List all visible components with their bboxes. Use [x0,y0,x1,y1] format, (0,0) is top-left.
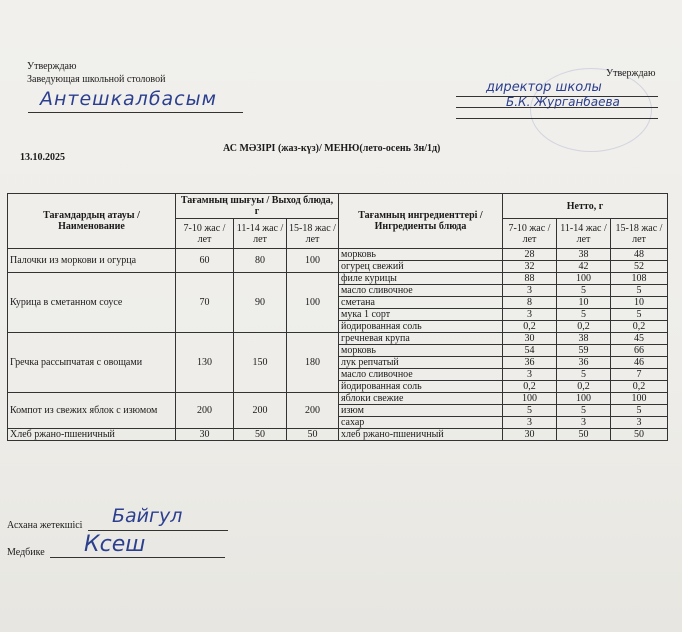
header-output: Тағамның шығуы / Выход блюда, г [176,194,339,219]
dish-output-value: 50 [287,429,339,441]
ingredient-name: морковь [339,249,503,261]
ingredient-netto-value: 54 [503,345,557,357]
ingredient-netto-value: 0,2 [503,381,557,393]
ingredient-row [8,273,668,285]
nurse-signature-line [50,557,225,558]
ingredient-name: хлеб ржано-пшеничный [339,429,503,441]
ingredient-netto-value: 5 [557,285,611,297]
dish-name: Палочки из моркови и огурца [8,249,176,273]
dish-output-value: 180 [287,333,339,393]
ingredient-netto-value: 45 [611,333,668,345]
ingredient-name: йодированная соль [339,381,503,393]
dish-output-value: 100 [287,273,339,333]
ingredient-netto-value: 0,2 [611,381,668,393]
ingredient-netto-value: 66 [611,345,668,357]
handwritten-position-right: директор школы [486,80,602,95]
ingredient-netto-value: 5 [557,369,611,381]
signature-line-left [28,112,243,113]
approve-right-label: Утверждаю [606,68,656,79]
dish-output-value: 30 [176,429,234,441]
dish-output-value: 100 [287,249,339,273]
dish-output-value: 150 [234,333,287,393]
ingredient-netto-value: 50 [611,429,668,441]
ingredient-netto-value: 48 [611,249,668,261]
ingredient-netto-value: 5 [503,405,557,417]
ingredient-netto-value: 36 [557,357,611,369]
nurse-label: Медбике [7,547,45,558]
ingredient-netto-value: 36 [503,357,557,369]
ingredient-name: лук репчатый [339,357,503,369]
nurse-signature: Ксеш [84,532,146,557]
ingredient-netto-value: 38 [557,333,611,345]
ingredient-netto-value: 52 [611,261,668,273]
header-netto-age-7-10: 7-10 жас / лет [503,219,557,249]
ingredient-netto-value: 0,2 [503,321,557,333]
ingredient-netto-value: 5 [557,405,611,417]
dish-name: Хлеб ржано-пшеничный [8,429,176,441]
ingredient-name: морковь [339,345,503,357]
ingredient-netto-value: 38 [557,249,611,261]
approve-left-position: Заведующая школьной столовой [27,74,166,85]
ingredient-netto-value: 30 [503,429,557,441]
header-output-age-15-18: 15-18 жас / лет [287,219,339,249]
dish-output-value: 130 [176,333,234,393]
ingredient-name: мука 1 сорт [339,309,503,321]
ingredient-netto-value: 30 [503,333,557,345]
ingredient-netto-value: 5 [557,309,611,321]
header-netto: Нетто, г [503,194,668,219]
dish-output-value: 50 [234,429,287,441]
ingredient-netto-value: 3 [503,417,557,429]
dish-output-value: 70 [176,273,234,333]
approve-right-line-2 [456,107,658,108]
dish-output-value: 200 [176,393,234,429]
ingredient-netto-value: 0,2 [557,381,611,393]
ingredient-name: гречневая крупа [339,333,503,345]
ingredient-row [8,429,668,441]
ingredient-name: огурец свежий [339,261,503,273]
ingredient-netto-value: 28 [503,249,557,261]
dish-name: Курица в сметанном соусе [8,273,176,333]
header-netto-age-15-18: 15-18 жас / лет [611,219,668,249]
approve-left-label: Утверждаю [27,61,77,72]
ingredient-netto-value: 3 [557,417,611,429]
ingredient-netto-value: 32 [503,261,557,273]
ingredient-row [8,333,668,345]
ingredient-netto-value: 5 [611,285,668,297]
handwritten-signature-left: Антешкалбасым [40,88,217,110]
dish-output-value: 200 [287,393,339,429]
menu-table-body [8,249,668,441]
header-output-age-7-10: 7-10 жас / лет [176,219,234,249]
ingredient-netto-value: 59 [557,345,611,357]
ingredient-netto-value: 0,2 [557,321,611,333]
ingredient-row [8,393,668,405]
dish-output-value: 60 [176,249,234,273]
menu-date: 13.10.2025 [20,152,65,163]
ingredient-netto-value: 3 [503,285,557,297]
dish-name: Гречка рассыпчатая с овощами [8,333,176,393]
ingredient-netto-value: 7 [611,369,668,381]
ingredient-name: яблоки свежие [339,393,503,405]
handwritten-name-right: Б.К. Журганбаева [506,95,620,109]
ingredient-netto-value: 10 [611,297,668,309]
ingredient-netto-value: 50 [557,429,611,441]
ingredient-netto-value: 100 [611,393,668,405]
header-ingredients: Тағамның ингредиенттері / Ингредиенты блюда [339,194,503,249]
header-output-age-11-14: 11-14 жас / лет [234,219,287,249]
ingredient-netto-value: 0,2 [611,321,668,333]
ingredient-name: сахар [339,417,503,429]
dish-output-value: 200 [234,393,287,429]
header-dish: Тағамдардың атауы / Наименование [8,194,176,249]
dish-output-value: 90 [234,273,287,333]
ingredient-netto-value: 100 [557,393,611,405]
ingredient-netto-value: 3 [503,309,557,321]
ingredient-netto-value: 42 [557,261,611,273]
ingredient-netto-value: 88 [503,273,557,285]
ingredient-netto-value: 5 [611,309,668,321]
ingredient-netto-value: 10 [557,297,611,309]
ingredient-netto-value: 3 [503,369,557,381]
dish-output-value: 80 [234,249,287,273]
ingredient-netto-value: 8 [503,297,557,309]
ingredient-row [8,249,668,261]
ingredient-netto-value: 46 [611,357,668,369]
ingredient-netto-value: 108 [611,273,668,285]
chef-label: Асхана жетекшісі [7,520,83,531]
ingredient-netto-value: 100 [557,273,611,285]
chef-signature: Байгул [112,505,183,527]
approve-right-line-3 [456,118,658,119]
chef-signature-line [88,530,228,531]
ingredient-name: филе курицы [339,273,503,285]
ingredient-netto-value: 3 [611,417,668,429]
header-netto-age-11-14: 11-14 жас / лет [557,219,611,249]
ingredient-name: масло сливочное [339,369,503,381]
ingredient-name: йодированная соль [339,321,503,333]
dish-name: Компот из свежих яблок с изюмом [8,393,176,429]
menu-table [7,193,668,441]
ingredient-netto-value: 100 [503,393,557,405]
ingredient-netto-value: 5 [611,405,668,417]
ingredient-name: изюм [339,405,503,417]
ingredient-name: масло сливочное [339,285,503,297]
menu-title: АС МӘЗІРІ (жаз-күз)/ МЕНЮ(лето-осень 3н/1д) [223,143,441,154]
ingredient-name: сметана [339,297,503,309]
